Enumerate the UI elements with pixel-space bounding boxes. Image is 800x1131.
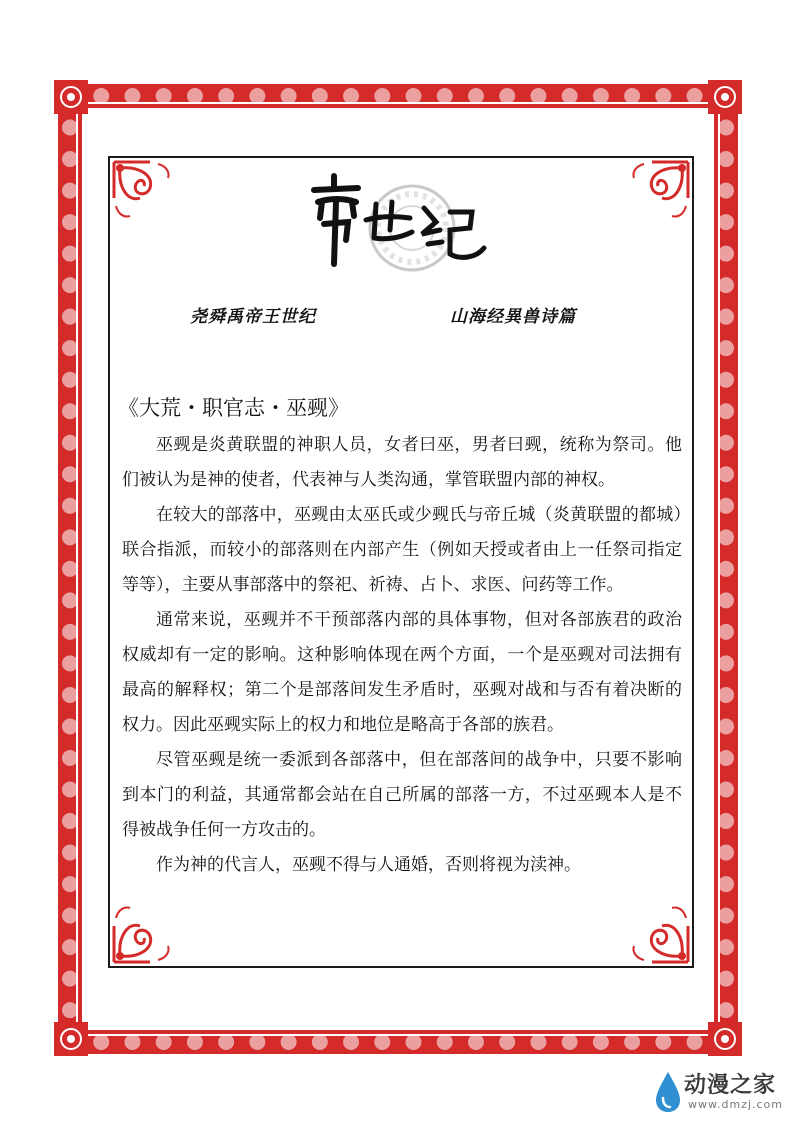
corner-ornament-icon	[54, 1022, 88, 1056]
subtitle-right: 山海经異兽诗篇	[450, 307, 576, 327]
droplet-logo-icon	[654, 1070, 682, 1114]
subtitle-left: 尧舜禹帝王世纪	[190, 307, 316, 327]
scroll-ornament-icon	[622, 158, 692, 228]
corner-ornament-icon	[708, 1022, 742, 1056]
paragraph: 作为神的代言人，巫觋不得与人通婚，否则将视为渎神。	[156, 855, 581, 875]
subtitle-row	[108, 302, 694, 332]
scroll-ornament-icon	[110, 896, 180, 966]
site-watermark	[654, 1066, 794, 1122]
calligraphy-logo	[300, 168, 500, 278]
watermark-name: 动漫之家	[684, 1073, 777, 1098]
paragraph: 尽管巫觋是统一委派到各部落中，但在部落间的战争中，只要不影响到本门的利益，其通常都会站在自己所属的部落一方，不过巫觋本人是不得被战争任何一方攻击的。	[122, 750, 682, 840]
article-heading: 《大荒・职官志・巫觋》	[118, 396, 349, 420]
scroll-ornament-icon	[622, 896, 692, 966]
watermark-url: www.dmzj.com	[688, 1098, 783, 1111]
article-body	[122, 428, 682, 883]
corner-ornament-icon	[708, 80, 742, 114]
scroll-ornament-icon	[110, 158, 180, 228]
paragraph: 通常来说，巫觋并不干预部落内部的具体事物，但对各部族君的政治权威却有一定的影响。这种影响体现在两个方面，一个是巫觋对司法拥有最高的解释权；第二个是部落间发生矛盾时，巫觋对战和与否有着决断的权力。因此巫觋实际上的权力和地位是略高于各部的族君。	[122, 610, 682, 735]
paragraph: 在较大的部落中，巫觋由太巫氏或少觋氏与帝丘城（炎黄联盟的都城）联合指派，而较小的部落则在内部产生（例如天授或者由上一任祭司指定等等），主要从事部落中的祭祀、祈祷、占卜、求医、问药等工作。	[122, 505, 682, 595]
paragraph: 巫觋是炎黄联盟的神职人员，女者曰巫，男者曰觋，统称为祭司。他们被认为是神的使者，代表神与人类沟通，掌管联盟内部的神权。	[122, 435, 682, 490]
corner-ornament-icon	[54, 80, 88, 114]
